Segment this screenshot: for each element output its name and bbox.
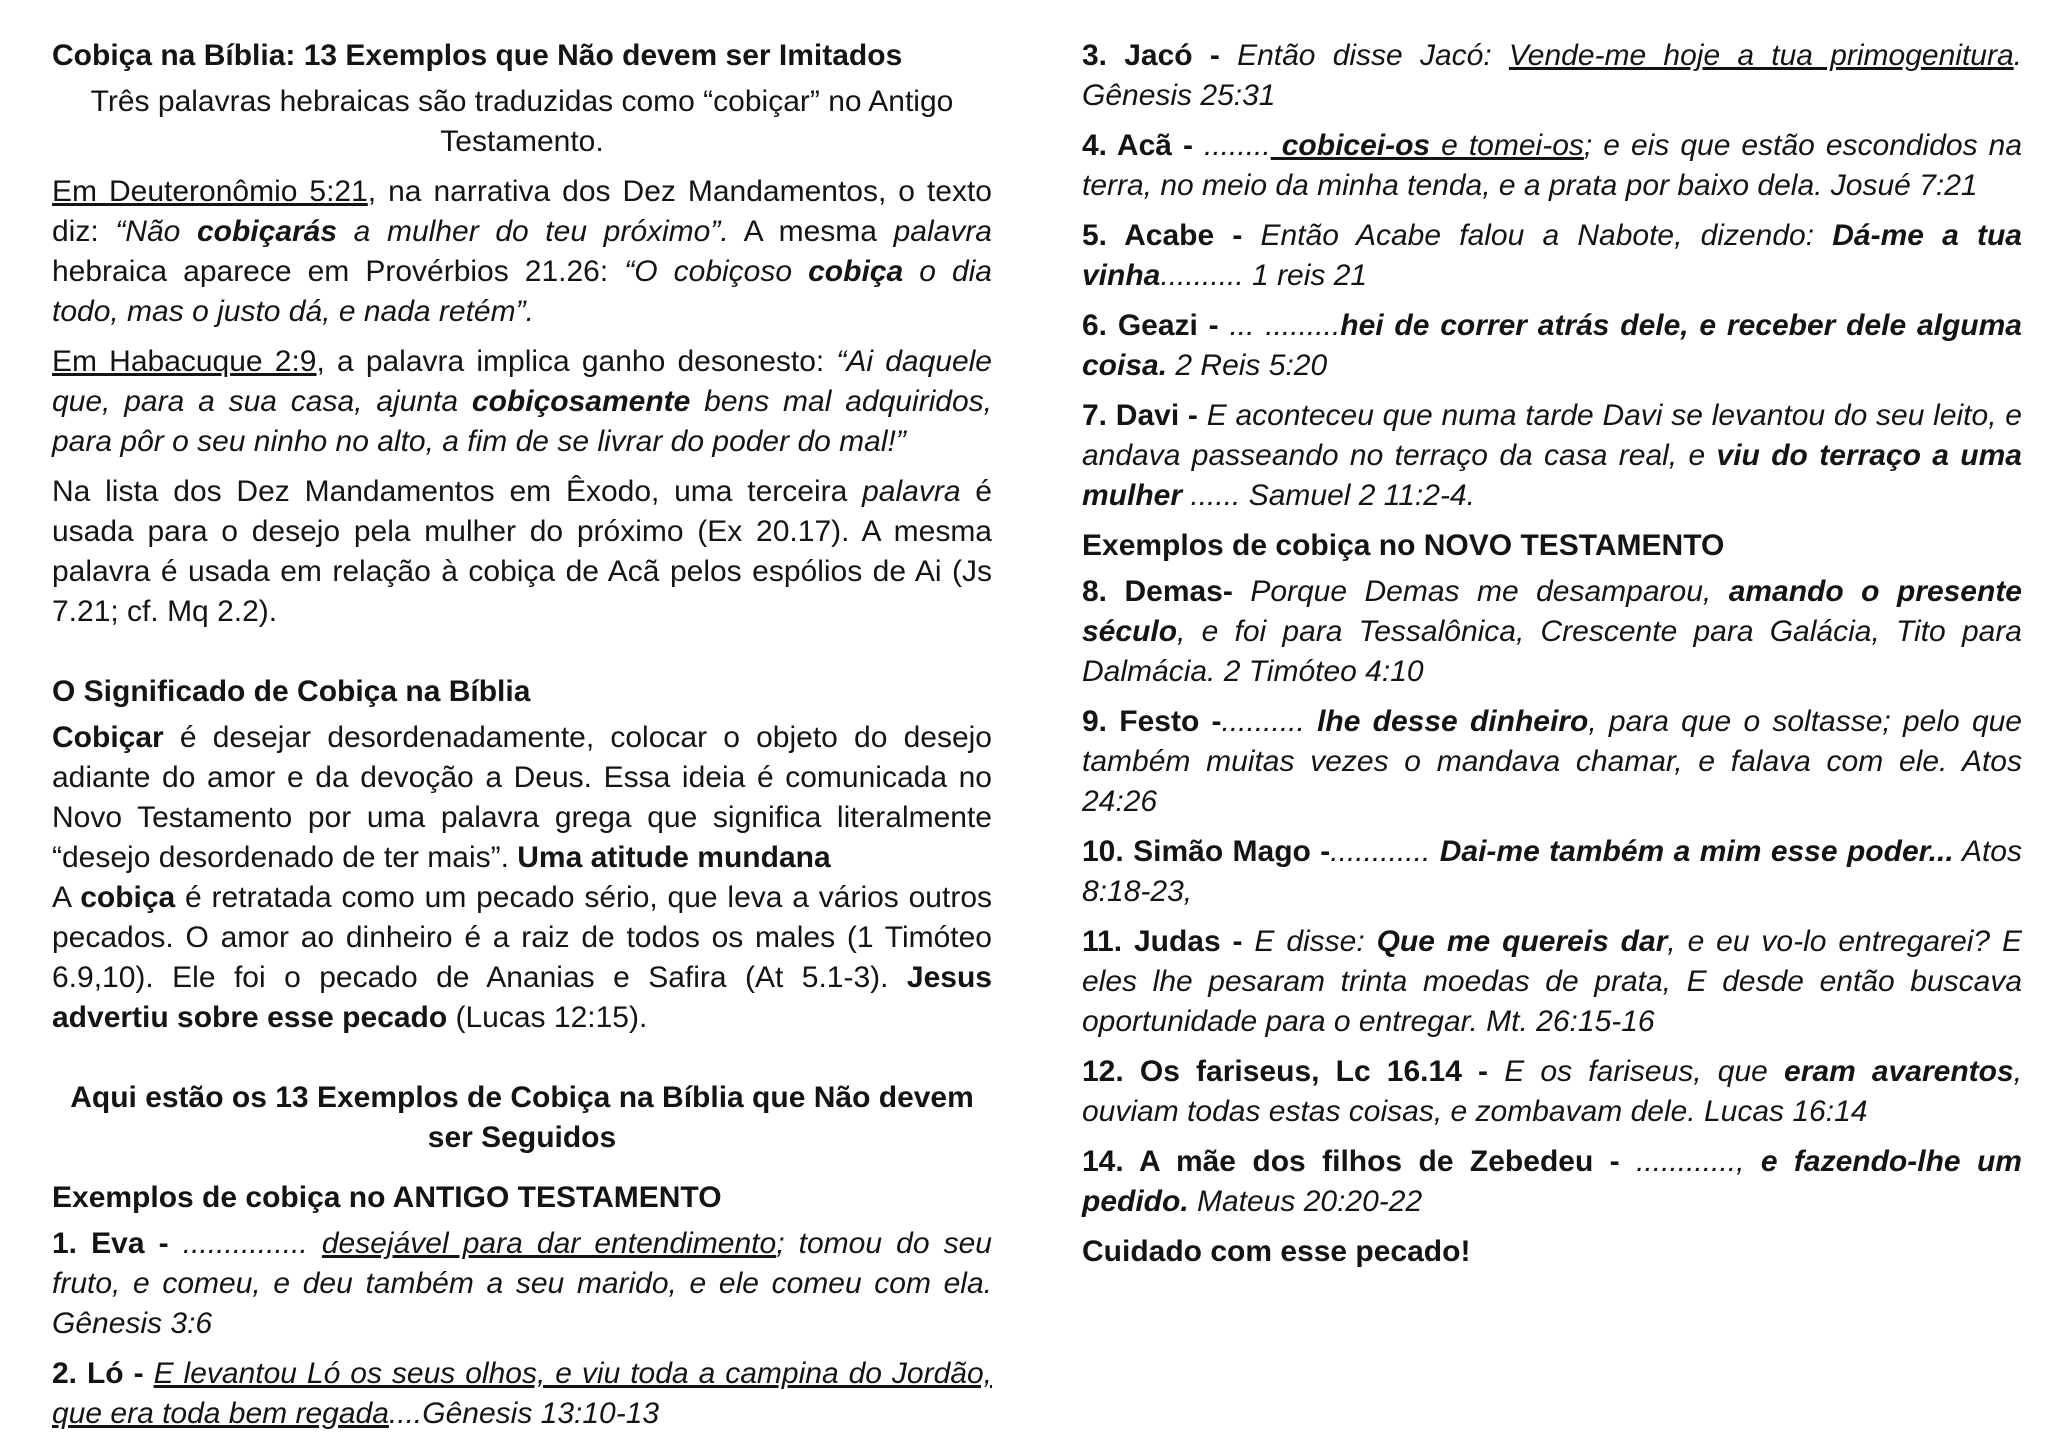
text-span: ...... Samuel 2 11:2-4.	[1190, 479, 1475, 512]
text-span: e tomei-os	[1430, 129, 1584, 162]
spacer	[52, 1048, 992, 1078]
underlined-text: E levantou Ló os seus olhos, e viu toda a campina do Jordão, que era toda bem regada	[52, 1357, 992, 1430]
text-span: ; tomou do seu fruto, e comeu, e deu também a seu marido, e ele comeu com ela. Gênesis 3:6	[52, 1227, 992, 1340]
example-acabe	[1082, 216, 2022, 296]
example-demas	[1082, 572, 2022, 692]
text-span: Atos 8:18-23,	[1082, 835, 2022, 908]
exodus-paragraph	[52, 472, 992, 632]
text-span: Mateus 20:20-22	[1188, 1185, 1423, 1218]
habakkuk-paragraph	[52, 342, 992, 462]
emphasis: Dá-me a tua vinha	[1082, 219, 2022, 292]
emphasis: e fazendo-lhe um pedido.	[1082, 1145, 2022, 1218]
emphasis: cobicei-os	[1270, 129, 1431, 162]
emphasis: amando o presente século	[1082, 575, 2022, 648]
text-span: ; e eis que estão escondidos na terra, no meio da minha tenda, e a prata por baixo dela. Josué 7:21	[1082, 129, 2023, 202]
example-text	[1082, 129, 2022, 202]
text-span: ..........	[1221, 705, 1318, 738]
text-span: a mulher do teu próximo”.	[337, 215, 729, 248]
example-aca	[1082, 126, 2022, 206]
text-span: 2 Reis 5:20	[1167, 349, 1328, 382]
text-span: . Gênesis 25:31	[1082, 39, 2022, 112]
example-label: 3. Jacó -	[1082, 39, 1238, 72]
covet-sin-paragraph	[52, 878, 992, 1038]
example-label: 9. Festo -	[1082, 705, 1222, 738]
example-label: 4. Acã -	[1082, 129, 1205, 162]
example-label: 6. Geazi -	[1082, 309, 1230, 342]
example-label: 7. Davi -	[1082, 399, 1207, 432]
example-text	[1082, 705, 2022, 818]
text-span: é usada para o desejo pela mulher do próximo (Ex 20.17). A mesma palavra é usada em relação à cobiça de Acã pelos espólios de Ai (Js 7.21; cf. Mq 2.2).	[52, 475, 992, 628]
closing-warning: Cuidado com esse pecado!	[1082, 1235, 1471, 1268]
emphasis: cobiçosamente	[471, 385, 691, 418]
emphasis: Que me quereis dar	[1376, 925, 1668, 958]
emphasis: Jesus advertiu sobre esse pecado	[52, 961, 992, 1034]
emphasis: Uma atitude mundana	[517, 841, 831, 874]
example-label: 8. Demas-	[1082, 575, 1251, 608]
left-column	[52, 36, 992, 1444]
example-text	[52, 1227, 992, 1340]
text-span: , na narrativa dos Dez Mandamentos, o texto diz:	[52, 175, 992, 248]
spacer	[52, 1164, 992, 1178]
example-eva	[52, 1224, 992, 1344]
old-testament-heading: Exemplos de cobiça no ANTIGO TESTAMENTO	[52, 1181, 722, 1214]
text-span: E os fariseus, que	[1504, 1055, 1785, 1088]
text-span: “O cobiçoso	[624, 255, 809, 288]
example-label: 1. Eva -	[52, 1227, 183, 1260]
example-simao-mago	[1082, 832, 2022, 912]
text-span: ............,	[1636, 1145, 1761, 1178]
emphasis: Dai-me também a mim esse poder...	[1439, 835, 1954, 868]
examples-heading: Aqui estão os 13 Exemplos de Cobiça na Bíblia que Não devem ser Seguidos	[70, 1081, 974, 1154]
text-span: Na lista dos Dez Mandamentos em Êxodo, uma terceira	[52, 475, 863, 508]
quote	[115, 215, 728, 248]
emphasis: palavra	[893, 215, 992, 248]
example-label: 10. Simão Mago -	[1082, 835, 1331, 868]
deuteronomy-paragraph	[52, 172, 992, 332]
text-span: “Ai daquele que, para a sua casa, ajunta	[52, 345, 992, 418]
right-column	[1082, 36, 2022, 1278]
text-span: ....Gênesis 13:10-13	[388, 1397, 660, 1430]
spacer	[52, 642, 992, 672]
example-label: 11. Judas -	[1082, 925, 1255, 958]
text-span: Então Acabe falou a Nabote, dizendo:	[1260, 219, 1833, 252]
example-jaco	[1082, 36, 2022, 116]
underlined-text: desejável para dar entendimento	[321, 1227, 777, 1260]
example-geazi	[1082, 306, 2022, 386]
example-label: 14. A mãe dos filhos de Zebedeu -	[1082, 1145, 1637, 1178]
text-span: , ouviam todas estas coisas, e zombavam dele. Lucas 16:14	[1082, 1055, 2023, 1128]
document-title: Cobiça na Bíblia: 13 Exemplos que Não devem ser Imitados	[52, 39, 903, 72]
emphasis: eram avarentos	[1784, 1055, 2014, 1088]
emphasis: cobiçarás	[196, 215, 338, 248]
emphasis: Cobiçar	[52, 721, 164, 754]
text-span: “Não	[115, 215, 197, 248]
covet-definition-paragraph	[52, 718, 992, 878]
text-span: A mesma	[728, 215, 894, 248]
example-fariseus	[1082, 1052, 2022, 1132]
example-text	[1082, 399, 2022, 512]
new-testament-heading: Exemplos de cobiça no NOVO TESTAMENTO	[1082, 529, 1725, 562]
text-span: o dia todo, mas o justo dá, e nada retém”.	[52, 255, 992, 328]
habakkuk-ref: Em Habacuque 2:9	[52, 345, 317, 378]
intro-paragraph: Três palavras hebraicas são traduzidas como “cobiçar” no Antigo Testamento.	[90, 85, 954, 158]
text-span: (Lucas 12:15).	[447, 1001, 648, 1034]
emphasis: palavra	[862, 475, 961, 508]
deuteronomy-ref: Em Deuteronômio 5:21	[52, 175, 368, 208]
text-span: é desejar desordenadamente, colocar o objeto do desejo adiante do amor e da devoção a Deus. Essa ideia é comunicada no Novo Testamento por uma palavra grega que significa literalmente “desejo desordenado de ter mais”.	[52, 721, 992, 874]
example-label: 12. Os fariseus, Lc 16.14 -	[1082, 1055, 1505, 1088]
example-festo	[1082, 702, 2022, 822]
text-span: E aconteceu que numa tarde Davi se levantou do seu leito, e andava passeando no terraço da casa real, e	[1082, 399, 2022, 472]
example-label: 5. Acabe -	[1082, 219, 1261, 252]
example-davi	[1082, 396, 2022, 516]
text-span: .......... 1 reis 21	[1160, 259, 1368, 292]
text-span: bens mal adquiridos, para pôr o seu ninho no alto, a fim de se livrar do poder do mal!”	[52, 385, 992, 458]
text-span: A	[52, 881, 81, 914]
text-span: , para que o soltasse; pelo que também muitas vezes o mandava chamar, e falava com ele. Atos 24:26	[1082, 705, 2022, 818]
emphasis: viu do terraço a uma mulher	[1082, 439, 2022, 512]
text-span: ........	[1204, 129, 1271, 162]
underlined-text	[1271, 129, 1584, 162]
text-span: , e foi para Tessalônica, Crescente para Galácia, Tito para Dalmácia. 2 Timóteo 4:10	[1082, 615, 2022, 688]
text-span: ............	[1330, 835, 1440, 868]
text-span: ...............	[182, 1227, 322, 1260]
text-span: ... .........	[1229, 309, 1341, 342]
text-span: Então disse Jacó:	[1237, 39, 1509, 72]
text-span: , a palavra implica ganho desonesto:	[316, 345, 837, 378]
text-span: hebraica aparece em Provérbios 21.26:	[52, 255, 625, 288]
text-span: é retratada como um pecado sério, que leva a vários outros pecados. O amor ao dinheiro é a raiz de todos os males (1 Timóteo 6.9,10). Ele foi o pecado de Ananias e Safira (At 5.1-3).	[52, 881, 992, 994]
meaning-heading: O Significado de Cobiça na Bíblia	[52, 675, 531, 708]
text-span: , e eu vo-lo entregarei? E eles lhe pesaram trinta moedas de prata, E desde então buscava oportunidade para o entregar. Mt. 26:15-16	[1082, 925, 2023, 1038]
example-mae-zebedeu	[1082, 1142, 2022, 1222]
emphasis: cobiça	[80, 881, 176, 914]
underlined-text: Vende-me hoje a tua primogenitura	[1508, 39, 2014, 72]
example-text	[52, 1357, 992, 1430]
emphasis: cobiça	[808, 255, 904, 288]
text-span: Porque Demas me desamparou,	[1250, 575, 1729, 608]
example-judas	[1082, 922, 2022, 1042]
emphasis: lhe desse dinheiro	[1317, 705, 1589, 738]
text-span: E disse:	[1254, 925, 1377, 958]
example-lo	[52, 1354, 992, 1434]
emphasis: hei de correr atrás dele, e receber dele alguma coisa.	[1082, 309, 2022, 382]
example-label: 2. Ló -	[52, 1357, 154, 1390]
